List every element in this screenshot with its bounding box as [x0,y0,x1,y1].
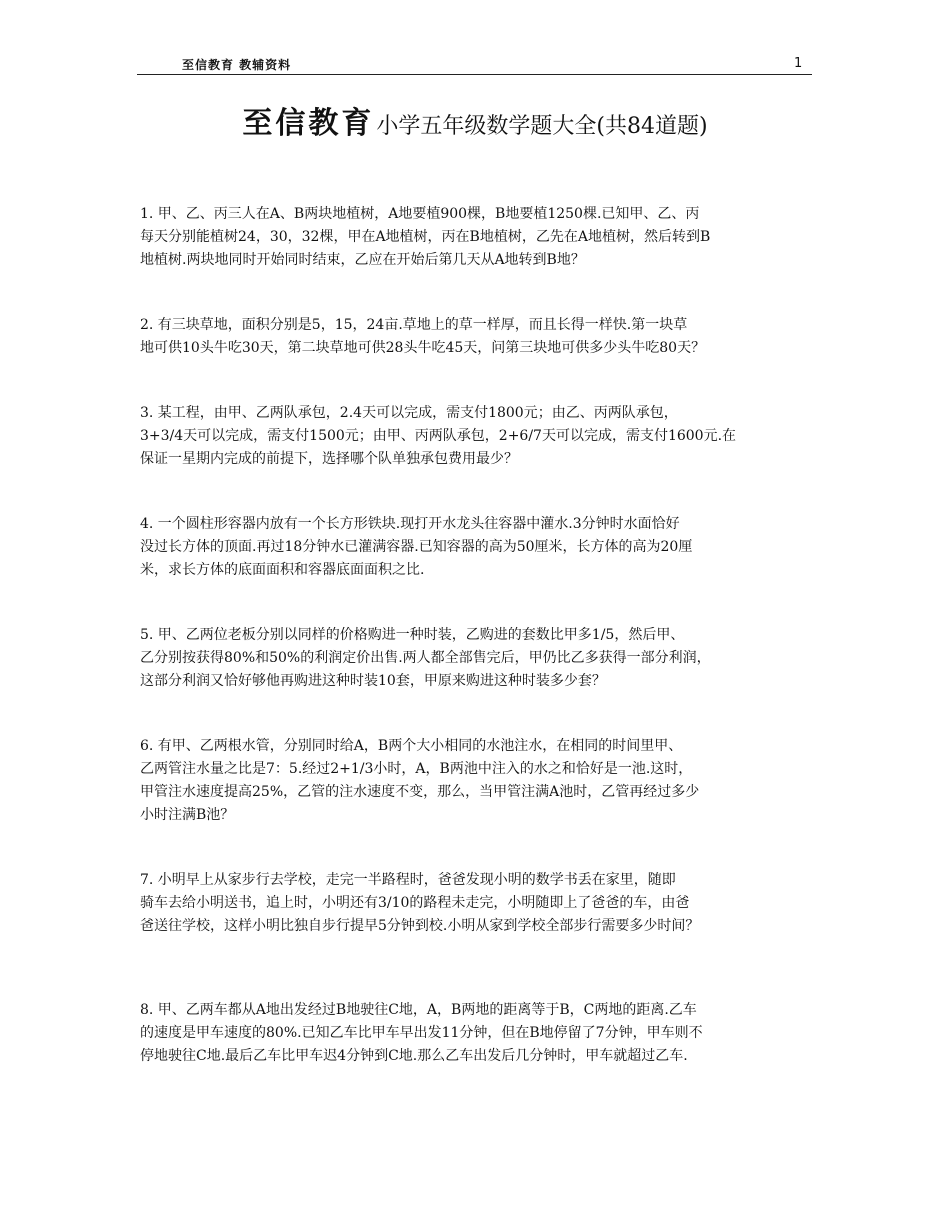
document-title [0,98,950,142]
problem-line: 乙两管注水量之比是7：5.经过2+1/3小时，A，B两池中注入的水之和恰好是一池.这时， [140,761,693,777]
problem-line: 3. 某工程，由甲、乙两队承包，2.4天可以完成，需支付1800元；由乙、丙两队承包， [140,405,678,421]
problem-line: 地植树.两块地同时开始同时结束，乙应在开始后第几天从A地转到B地？ [140,252,585,268]
title-brand: 至信教育 [242,106,375,141]
problem-line: 3+3/4天可以完成，需支付1500元；由甲、丙两队承包，2+6/7天可以完成，需支付1600元.在 [140,428,737,444]
problem-line: 地可供10头牛吃30天，第二块草地可供28头牛吃45天，问第三块地可供多少头牛吃80天？ [140,340,706,356]
problem-7 [140,869,840,938]
problem-line: 小时注满B池？ [140,807,235,823]
problem-6 [140,735,840,827]
header-label: 至信教育 教辅资料 [182,58,292,72]
problem-line: 6. 有甲、乙两根水管，分别同时给A，B两个大小相同的水池注水，在相同的时间里甲、 [140,738,683,754]
problem-5 [140,624,840,693]
problem-3 [140,402,840,471]
problem-list [140,203,840,1068]
problem-line: 甲管注水速度提高25%，乙管的注水速度不变，那么，当甲管注满A池时，乙管再经过多少 [140,784,700,800]
problem-line: 的速度是甲车速度的80%.已知乙车比甲车早出发11分钟，但在B地停留了7分钟，甲车则不 [140,1025,703,1041]
problem-line: 8. 甲、乙两车都从A地出发经过B地驶往C地，A，B两地的距离等于B，C两地的距离.乙车 [140,1002,697,1018]
problem-1 [140,203,840,272]
title-main: 小学五年级数学题大全(共84道题) [376,114,708,139]
problem-8 [140,999,840,1068]
problem-4 [140,513,840,582]
problem-line: 骑车去给小明送书，追上时，小明还有3/10的路程未走完，小明随即上了爸爸的车，由爸 [140,895,690,911]
problem-line: 5. 甲、乙两位老板分别以同样的价格购进一种时装，乙购进的套数比甲多1/5，然后甲、 [140,627,685,643]
problem-line: 乙分别按获得80%和50%的利润定价出售.两人都全部售完后，甲仍比乙多获得一部分利润， [140,650,711,666]
page-number: 1 [794,56,803,71]
problem-line: 这部分利润又恰好够他再购进这种时装10套，甲原来购进这种时装多少套？ [140,673,606,689]
problem-line: 每天分别能植树24，30，32棵，甲在A地植树，丙在B地植树，乙先在A地植树，然后转到B [140,229,711,245]
problem-line: 停地驶往C地.最后乙车比甲车迟4分钟到C地.那么乙车出发后几分钟时，甲车就超过乙车. [140,1048,688,1064]
header-divider [137,74,812,75]
problem-line: 1. 甲、乙、丙三人在A、B两块地植树，A地要植900棵，B地要植1250棵.已知甲、乙、丙 [140,206,700,222]
problem-line: 爸送往学校，这样小明比独自步行提早5分钟到校.小明从家到学校全部步行需要多少时间？ [140,918,700,934]
problem-line: 2. 有三块草地，面积分别是5，15，24亩.草地上的草一样厚，而且长得一样快.第一块草 [140,317,688,333]
problem-line: 米，求长方体的底面面积和容器底面面积之比. [140,562,425,578]
problem-line: 没过长方体的顶面.再过18分钟水已灌满容器.已知容器的高为50厘米，长方体的高为20厘 [140,539,693,555]
problem-line: 7. 小明早上从家步行去学校，走完一半路程时，爸爸发现小明的数学书丢在家里，随即 [140,872,676,888]
problem-line: 保证一星期内完成的前提下，选择哪个队单独承包费用最少？ [140,451,518,467]
problem-line: 4. 一个圆柱形容器内放有一个长方形铁块.现打开水龙头往容器中灌水.3分钟时水面恰好 [140,516,680,532]
problem-2 [140,314,840,360]
